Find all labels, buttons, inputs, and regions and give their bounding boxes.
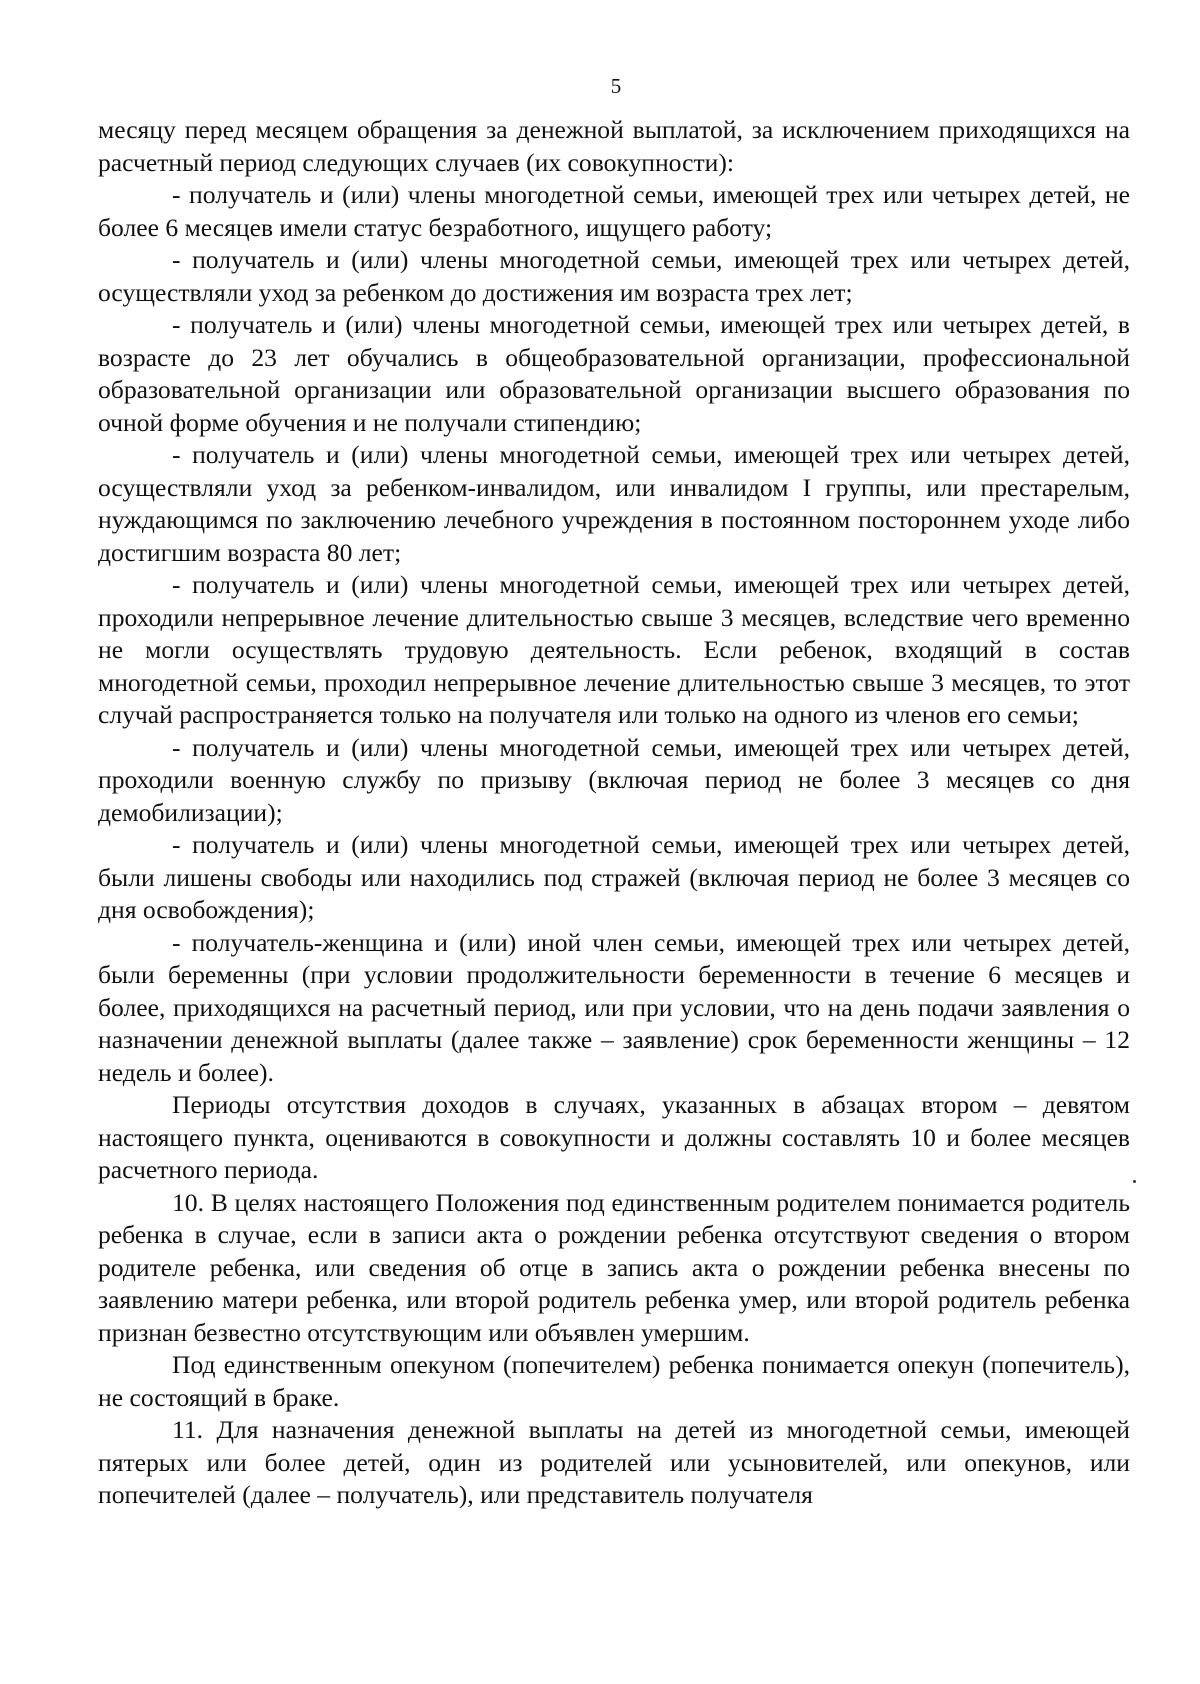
page-number: 5: [610, 74, 622, 98]
list-item-imprisonment: - получатель и (или) члены многодетной семьи, имеющей трех или четырех детей, были лишены свободы или находились под стражей (включая период не более 3 месяцев со дня освобождения);: [98, 830, 1130, 924]
list-item-military: - получатель и (или) члены многодетной семьи, имеющей трех или четырех детей, проходили военную службу по призыву (включая период не более 3 месяцев со дня демобилизации);: [98, 732, 1130, 827]
paragraph-periods: Периоды отсутствия доходов в случаях, указанных в абзацах втором – девятом настоящего пункта, оцениваются в совокупности и должны составлять 10 и более месяцев расчетного периода.: [98, 1090, 1130, 1184]
paragraph-section-10: 10. В целях настоящего Положения под единственным родителем понимается родитель ребенка в случае, если в записи акта о рождении ребенка отсутствуют сведения о втором родителе ребенка, или сведения об отце в запись акта о рождении ребенка внесены по заявлению матери ребенка, или второй родитель ребенка умер, или второй родитель ребенка признан безвестно отсутствующим или объявлен умершим.: [98, 1187, 1130, 1347]
list-item-treatment: - получатель и (или) члены многодетной семьи, имеющей трех или четырех детей, проходили непрерывное лечение длительностью свыше 3 месяцев, вследствие чего временно не могли осуществлять трудовую деятельность. Если ребенок, входящий в состав многодетной семьи, проходил непрерывное лечение длительностью свыше 3 месяцев, то этот случай распространяется только на получателя или только на одного из членов его семьи;: [98, 570, 1130, 729]
document-body: [98, 114, 1130, 1512]
paragraph-guardian: Под единственным опекуном (попечителем) ребенка понимается опекун (попечитель), не состоящий в браке.: [98, 1350, 1130, 1412]
paragraph-continuation: месяцу перед месяцем обращения за денежной выплатой, за исключением приходящихся на расчетный период следующих случаев (их совокупности):: [98, 115, 1130, 177]
list-item-disabled-care: - получатель и (или) члены многодетной семьи, имеющей трех или четырех детей, осуществляли уход за ребенком-инвалидом, или инвалидом I группы, или престарелым, нуждающимся по заключению лечебного учреждения в постоянном постороннем уходе либо достигшим возраста 80 лет;: [98, 440, 1130, 567]
scan-dot: [1133, 1180, 1136, 1183]
list-item-education: - получатель и (или) члены многодетной семьи, имеющей трех или четырех детей, в возрасте до 23 лет обучались в общеобразовательной организации, профессиональной образовательной организации или образовательной организации высшего образования по очной форме обучения и не получали стипендию;: [98, 310, 1130, 437]
paragraph-section-11: 11. Для назначения денежной выплаты на детей из многодетной семьи, имеющей пятерых или более детей, один из родителей или усыновителей, или опекунов, или попечителей (далее – получатель), или представитель получателя: [98, 1415, 1130, 1509]
list-item-pregnancy: - получатель-женщина и (или) иной член семьи, имеющей трех или четырех детей, были беременны (при условии продолжительности беременности в течение 6 месяцев и более, приходящихся на расчетный период, или при условии, что на день подачи заявления о назначении денежной выплаты (далее также – заявление) срок беременности женщины – 12 недель и более).: [98, 927, 1130, 1087]
list-item-childcare: - получатель и (или) члены многодетной семьи, имеющей трех или четырех детей, осуществляли уход за ребенком до достижения им возраста трех лет;: [98, 245, 1130, 307]
list-item-unemployed: - получатель и (или) члены многодетной семьи, имеющей трех или четырех детей, не более 6 месяцев имели статус безработного, ищущего работу;: [98, 180, 1130, 242]
